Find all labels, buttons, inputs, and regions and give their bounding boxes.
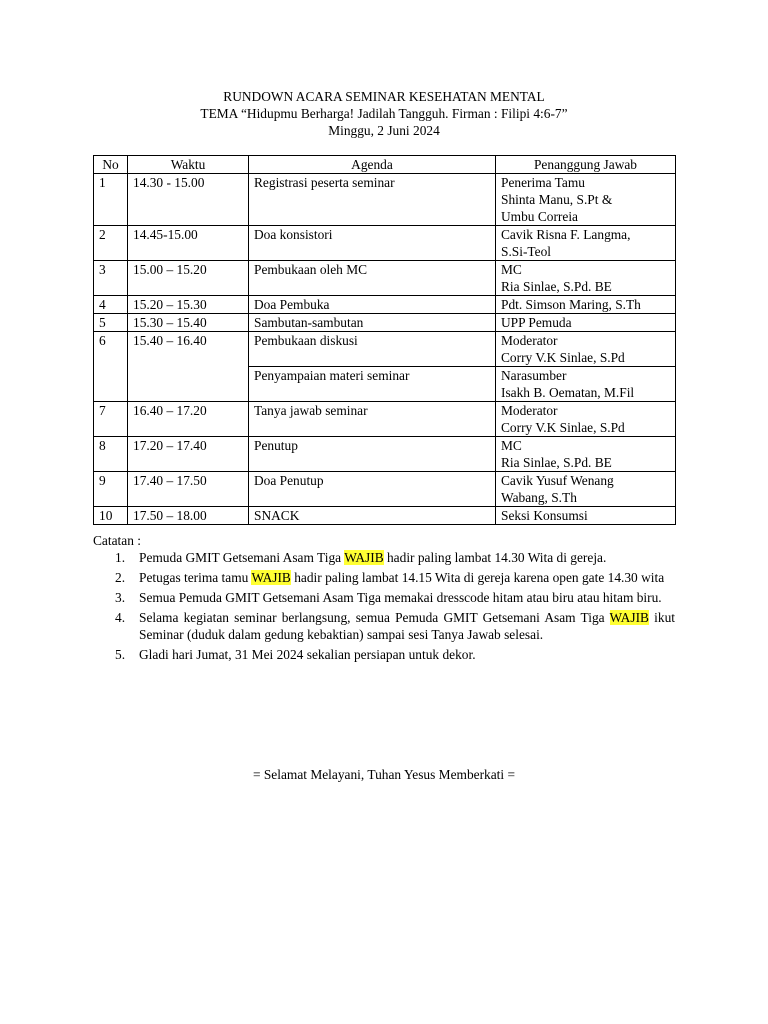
pj-line: Cavik Risna F. Langma, [501,227,631,242]
cell-no: 4 [94,296,128,314]
cell-waktu: 15.30 – 15.40 [128,314,249,332]
note-item [93,609,675,643]
cell-no: 6 [94,332,128,402]
cell-agenda: SNACK [249,507,496,525]
header-waktu: Waktu [128,156,249,174]
pj-line: UPP Pemuda [501,315,572,330]
pj-line: S.Si-Teol [501,244,552,259]
note-number: 1. [115,550,126,565]
note-number: 4. [115,610,126,625]
table-row [94,402,676,437]
cell-penanggung-jawab [496,437,676,472]
note-text: Selama kegiatan seminar berlangsung, semua Pemuda GMIT Getsemani Asam Tiga [139,610,610,625]
table-row [94,437,676,472]
cell-no: 5 [94,314,128,332]
note-text-continued: hadir paling lambat 14.30 Wita di gereja. [383,550,607,565]
pj-line: Penerima Tamu [501,175,585,190]
highlight-mark: WAJIB [251,570,291,585]
note-item [93,589,675,606]
cell-waktu: 17.20 – 17.40 [128,437,249,472]
table-row [94,314,676,332]
notes-list [93,549,675,663]
pj-line: Wabang, S.Th [501,490,577,505]
cell-waktu: 16.40 – 17.20 [128,402,249,437]
note-text: Gladi hari Jumat, 31 Mei 2024 sekalian persiapan untuk dekor. [139,647,476,662]
cell-agenda: Doa Penutup [249,472,496,507]
header-penanggung-jawab: Penanggung Jawab [496,156,676,174]
cell-no: 8 [94,437,128,472]
table-row [94,507,676,525]
cell-waktu: 17.50 – 18.00 [128,507,249,525]
cell-waktu: 14.30 - 15.00 [128,174,249,226]
cell-penanggung-jawab [496,367,676,402]
note-item [93,569,675,586]
note-text-continued: ikut Seminar (duduk dalam gedung kebaktian) sampai sesi Tanya Jawab selesai. [139,610,675,642]
cell-agenda: Sambutan-sambutan [249,314,496,332]
pj-line: Pdt. Simson Maring, S.Th [501,297,641,312]
pj-line: Seksi Konsumsi [501,508,588,523]
pj-line: Ria Sinlae, S.Pd. BE [501,455,612,470]
note-item [93,646,675,663]
cell-penanggung-jawab [496,332,676,367]
note-number: 2. [115,570,126,585]
cell-no: 1 [94,174,128,226]
note-text: Semua Pemuda GMIT Getsemani Asam Tiga memakai dresscode hitam atau biru atau hitam biru. [139,590,662,605]
cell-agenda: Pembukaan oleh MC [249,261,496,296]
pj-line: Umbu Correia [501,209,578,224]
pj-line: Moderator [501,333,558,348]
pj-line: Corry V.K Sinlae, S.Pd [501,350,625,365]
document-header [0,88,768,139]
table-row [94,332,676,367]
cell-agenda: Penutup [249,437,496,472]
table-row [94,226,676,261]
note-number: 5. [115,647,126,662]
pj-line: MC [501,262,522,277]
cell-agenda: Doa konsistori [249,226,496,261]
pj-line: Corry V.K Sinlae, S.Pd [501,420,625,435]
cell-agenda: Penyampaian materi seminar [249,367,496,402]
closing-message: = Selamat Melayani, Tuhan Yesus Memberkati = [252,767,516,782]
cell-waktu: 15.40 – 16.40 [128,332,249,402]
cell-no: 7 [94,402,128,437]
cell-waktu: 15.20 – 15.30 [128,296,249,314]
cell-no: 9 [94,472,128,507]
table-row [94,296,676,314]
note-text-continued: hadir paling lambat 14.15 Wita di gereja karena open gate 14.30 wita [290,570,665,585]
cell-no: 10 [94,507,128,525]
highlight-mark: WAJIB [344,550,384,565]
cell-penanggung-jawab [496,402,676,437]
table-row [94,261,676,296]
pj-line: Moderator [501,403,558,418]
note-number: 3. [115,590,126,605]
header-agenda: Agenda [249,156,496,174]
cell-waktu: 15.00 – 15.20 [128,261,249,296]
cell-agenda: Registrasi peserta seminar [249,174,496,226]
pj-line: Shinta Manu, S.Pt & [501,192,613,207]
pj-line: Narasumber [501,368,567,383]
cell-penanggung-jawab [496,174,676,226]
document-theme: TEMA “Hidupmu Berharga! Jadilah Tangguh. Firman : Filipi 4:6-7” [200,106,568,121]
highlight-mark: WAJIB [609,610,649,625]
note-item [93,549,675,566]
cell-agenda: Pembukaan diskusi [249,332,496,367]
document-date: Minggu, 2 Juni 2024 [328,123,440,138]
cell-penanggung-jawab [496,296,676,314]
rundown-table [93,155,676,525]
table-row [94,174,676,226]
cell-waktu: 17.40 – 17.50 [128,472,249,507]
rundown-body [94,174,676,525]
cell-penanggung-jawab [496,472,676,507]
cell-no: 2 [94,226,128,261]
cell-penanggung-jawab [496,507,676,525]
pj-line: MC [501,438,522,453]
notes-label: Catatan : [93,533,141,548]
pj-line: Isakh B. Oematan, M.Fil [501,385,635,400]
cell-waktu: 14.45-15.00 [128,226,249,261]
header-no: No [94,156,128,174]
cell-agenda: Doa Pembuka [249,296,496,314]
pj-line: Ria Sinlae, S.Pd. BE [501,279,612,294]
document-title: RUNDOWN ACARA SEMINAR KESEHATAN MENTAL [223,89,545,104]
table-header-row [94,156,676,174]
pj-line: Cavik Yusuf Wenang [501,473,614,488]
cell-penanggung-jawab [496,226,676,261]
cell-penanggung-jawab [496,261,676,296]
notes-section [93,532,675,666]
note-text: Pemuda GMIT Getsemani Asam Tiga [139,550,345,565]
cell-no: 3 [94,261,128,296]
cell-agenda: Tanya jawab seminar [249,402,496,437]
cell-penanggung-jawab [496,314,676,332]
note-text: Petugas terima tamu [139,570,252,585]
table-row [94,472,676,507]
